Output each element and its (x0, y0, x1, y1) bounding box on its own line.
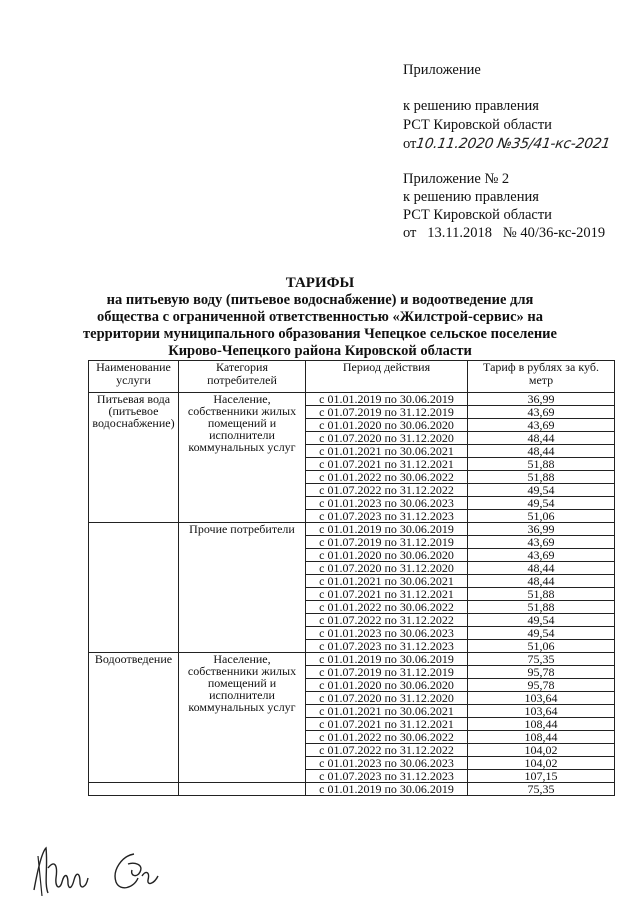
period-cell: с 01.07.2023 по 31.12.2023 (306, 510, 468, 523)
tariff-value-cell: 43,69 (468, 419, 615, 432)
tariff-value-cell: 43,69 (468, 536, 615, 549)
tariff-value-cell: 51,88 (468, 588, 615, 601)
table-body (89, 393, 615, 796)
tariff-value-cell: 36,99 (468, 523, 615, 536)
period-cell: с 01.01.2019 по 30.06.2019 (306, 653, 468, 666)
period-cell: с 01.01.2022 по 30.06.2022 (306, 601, 468, 614)
appendix2-title: Приложение № 2 (403, 171, 510, 187)
tariff-value-cell: 51,06 (468, 640, 615, 653)
tariff-value-cell: 75,35 (468, 783, 615, 796)
period-cell: с 01.01.2021 по 30.06.2021 (306, 445, 468, 458)
tariff-value-cell: 75,35 (468, 653, 615, 666)
table-row (89, 653, 615, 666)
tariff-value-cell: 104,02 (468, 757, 615, 770)
appendix-title: Приложение (403, 62, 481, 78)
category-cell (179, 783, 306, 796)
period-cell: с 01.07.2019 по 31.12.2019 (306, 406, 468, 419)
period-cell: с 01.01.2020 по 30.06.2020 (306, 679, 468, 692)
period-cell: с 01.01.2021 по 30.06.2021 (306, 575, 468, 588)
tariff-value-cell: 51,88 (468, 458, 615, 471)
period-cell: с 01.07.2019 по 31.12.2019 (306, 536, 468, 549)
tariff-value-cell: 49,54 (468, 497, 615, 510)
appendix-line2: РСТ Кировской области (403, 117, 552, 133)
period-cell: с 01.07.2022 по 31.12.2022 (306, 614, 468, 627)
header-tariff: Тариф в рублях за куб. метр (468, 361, 615, 393)
tariff-value-cell: 108,44 (468, 731, 615, 744)
table-row (89, 783, 615, 796)
tariff-value-cell: 51,88 (468, 601, 615, 614)
tariff-value-cell: 51,88 (468, 471, 615, 484)
tariff-value-cell: 36,99 (468, 393, 615, 406)
period-cell: с 01.01.2019 по 30.06.2019 (306, 393, 468, 406)
tariff-value-cell: 43,69 (468, 406, 615, 419)
period-cell: с 01.07.2020 по 31.12.2020 (306, 562, 468, 575)
appendix-date-line (403, 135, 610, 154)
service-cell (89, 783, 179, 796)
period-cell: с 01.01.2023 по 30.06.2023 (306, 757, 468, 770)
header-service: Наименование услуги (89, 361, 179, 393)
period-cell: с 01.01.2023 по 30.06.2023 (306, 627, 468, 640)
tariff-value-cell: 49,54 (468, 484, 615, 497)
tariff-value-cell: 51,06 (468, 510, 615, 523)
document-subtitle-line3: территории муниципального образования Чепецкое сельское поселение (83, 326, 557, 342)
category-cell: Население, собственники жилых помещений и исполнители коммунальных услуг (179, 653, 306, 783)
header-period: Период действия (306, 361, 468, 393)
period-cell: с 01.01.2019 по 30.06.2019 (306, 523, 468, 536)
signature-2 (104, 846, 166, 896)
category-cell: Прочие потребители (179, 523, 306, 653)
period-cell: с 01.07.2023 по 31.12.2023 (306, 640, 468, 653)
period-cell: с 01.07.2022 по 31.12.2022 (306, 484, 468, 497)
period-cell: с 01.01.2022 по 30.06.2022 (306, 731, 468, 744)
tariff-table (88, 360, 615, 796)
period-cell: с 01.07.2022 по 31.12.2022 (306, 744, 468, 757)
period-cell: с 01.07.2021 по 31.12.2021 (306, 458, 468, 471)
tariff-value-cell: 48,44 (468, 562, 615, 575)
period-cell: с 01.07.2023 по 31.12.2023 (306, 770, 468, 783)
tariff-value-cell: 48,44 (468, 445, 615, 458)
service-cell (89, 523, 179, 653)
service-cell: Питьевая вода (питьевое водоснабжение) (89, 393, 179, 523)
period-cell: с 01.07.2021 по 31.12.2021 (306, 588, 468, 601)
tariff-value-cell: 49,54 (468, 627, 615, 640)
period-cell: с 01.01.2022 по 30.06.2022 (306, 471, 468, 484)
appendix2-line1: к решению правления (403, 189, 539, 205)
document-title: ТАРИФЫ (285, 275, 355, 291)
table-row (89, 393, 615, 406)
tariff-value-cell: 48,44 (468, 575, 615, 588)
service-cell: Водоотведение (89, 653, 179, 783)
tariff-value-cell: 43,69 (468, 549, 615, 562)
tariff-value-cell: 95,78 (468, 666, 615, 679)
period-cell: с 01.07.2021 по 31.12.2021 (306, 718, 468, 731)
tariff-value-cell: 49,54 (468, 614, 615, 627)
period-cell: с 01.07.2020 по 31.12.2020 (306, 432, 468, 445)
tariff-value-cell: 103,64 (468, 692, 615, 705)
header-category: Категория потребителей (179, 361, 306, 393)
period-cell: с 01.01.2021 по 30.06.2021 (306, 705, 468, 718)
period-cell: с 01.07.2019 по 31.12.2019 (306, 666, 468, 679)
tariff-value-cell: 104,02 (468, 744, 615, 757)
table-header-row (89, 361, 615, 393)
table-row (89, 523, 615, 536)
tariff-value-cell: 108,44 (468, 718, 615, 731)
document-subtitle-line2: общества с ограниченной ответственностью «Жилстрой-сервис» на (96, 309, 544, 325)
period-cell: с 01.01.2023 по 30.06.2023 (306, 497, 468, 510)
appendix-date-prefix: от (403, 136, 417, 152)
tariff-value-cell: 107,15 (468, 770, 615, 783)
tariff-value-cell: 95,78 (468, 679, 615, 692)
tariff-value-cell: 103,64 (468, 705, 615, 718)
tariff-value-cell: 48,44 (468, 432, 615, 445)
document-subtitle-line1: на питьевую воду (питьевое водоснабжение) и водоотведение для (106, 292, 534, 308)
period-cell: с 01.07.2020 по 31.12.2020 (306, 692, 468, 705)
period-cell: с 01.01.2019 по 30.06.2019 (306, 783, 468, 796)
document-subtitle-line4: Кирово-Чепецкого района Кировской области (168, 343, 472, 359)
period-cell: с 01.01.2020 по 30.06.2020 (306, 419, 468, 432)
signature-1 (28, 838, 98, 900)
handwritten-decision-number: 10.11.2020 №35/41-кс-2021 (415, 136, 612, 152)
period-cell: с 01.01.2020 по 30.06.2020 (306, 549, 468, 562)
appendix2-line3: от 13.11.2018 № 40/36-кс-2019 (403, 225, 606, 241)
appendix-line1: к решению правления (403, 98, 539, 114)
appendix2-line2: РСТ Кировской области (403, 207, 552, 223)
category-cell: Население, собственники жилых помещений и исполнители коммунальных услуг (179, 393, 306, 523)
